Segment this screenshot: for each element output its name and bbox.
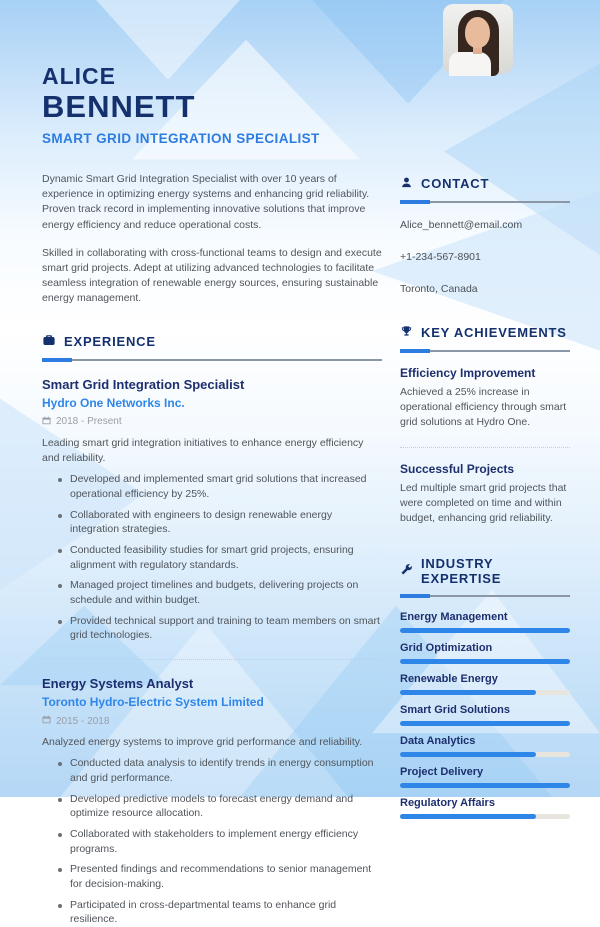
skill-label: Regulatory Affairs bbox=[400, 797, 495, 810]
summary-paragraph-1: Dynamic Smart Grid Integration Specialist with over 10 years of experience in optimizing energy systems and enhancing grid reliability. Proven track record in implementing innovative solutions that improve energy efficiency and reduce operational costs. bbox=[42, 172, 370, 231]
skill-item bbox=[400, 673, 570, 695]
contact-items bbox=[400, 219, 570, 295]
achievements-heading-label: KEY ACHIEVEMENTS bbox=[421, 325, 567, 341]
skill-bar-fill bbox=[400, 752, 536, 757]
skill-bar-fill bbox=[400, 659, 570, 664]
skill-bar-track bbox=[400, 752, 570, 757]
job-summary: Leading smart grid integration initiatives to enhance energy efficiency and reliability. bbox=[42, 436, 364, 464]
achievement-text: Achieved a 25% increase in operational efficiency through smart grid solutions at Hydro One. bbox=[400, 385, 567, 429]
expertise-heading-label: INDUSTRY EXPERTISE bbox=[421, 556, 502, 587]
job-company: Hydro One Networks Inc. bbox=[42, 395, 185, 410]
job-bullet-list bbox=[42, 472, 382, 643]
section-rule bbox=[400, 201, 570, 203]
contact-heading bbox=[400, 176, 570, 192]
job-dates-label: 2018 - Present bbox=[56, 416, 122, 428]
first-name: ALICE bbox=[42, 63, 116, 89]
summary-paragraph-2: Skilled in collaborating with cross-functional teams to design and execute smart grid projects. Adept at utilizing advanced technologies to facilitate seamless integration of renewable energy sources, ensuring sustainable energy management. bbox=[42, 246, 382, 305]
wrench-icon bbox=[400, 563, 413, 579]
skill-item bbox=[400, 735, 570, 757]
skill-bar-fill bbox=[400, 690, 536, 695]
skill-item bbox=[400, 704, 570, 726]
section-rule bbox=[400, 595, 570, 597]
expertise-section bbox=[400, 556, 570, 819]
job-bullet-list bbox=[42, 756, 382, 927]
skill-bar-fill bbox=[400, 814, 536, 819]
job-entry bbox=[42, 676, 382, 927]
job-bullet: Conducted data analysis to identify trends in energy consumption and grid performance. bbox=[58, 756, 382, 785]
experience-heading bbox=[42, 333, 382, 350]
skill-bar-fill bbox=[400, 721, 570, 726]
skill-item bbox=[400, 797, 570, 819]
skill-bar-track bbox=[400, 659, 570, 664]
job-bullet: Presented findings and recommendations to senior management for decision-making. bbox=[58, 862, 382, 891]
achievement-item bbox=[400, 462, 570, 527]
skill-item bbox=[400, 611, 570, 633]
main-column bbox=[42, 172, 382, 927]
profile-photo bbox=[443, 4, 513, 74]
job-position-title: Energy Systems Analyst bbox=[42, 676, 194, 691]
job-position-title: Smart Grid Integration Specialist bbox=[42, 376, 245, 392]
job-dates bbox=[42, 715, 382, 727]
skill-item bbox=[400, 766, 570, 788]
expertise-heading bbox=[400, 556, 570, 586]
contact-email: Alice_bennett@email.com bbox=[400, 218, 523, 231]
avatar-face bbox=[465, 17, 490, 48]
achievements-section bbox=[400, 325, 570, 526]
skill-label: Grid Optimization bbox=[400, 642, 493, 655]
experience-heading-label: EXPERIENCE bbox=[64, 333, 156, 349]
calendar-icon bbox=[42, 715, 51, 727]
skill-item bbox=[400, 642, 570, 664]
trophy-icon bbox=[400, 325, 413, 341]
person-icon bbox=[400, 176, 413, 192]
achievement-item bbox=[400, 366, 570, 431]
skill-bar-fill bbox=[400, 783, 570, 788]
job-bullet: Managed project timelines and budgets, delivering projects on schedule and within budget. bbox=[58, 578, 382, 607]
header bbox=[0, 0, 600, 146]
two-column-layout bbox=[0, 146, 600, 927]
skill-bar-track bbox=[400, 814, 570, 819]
job-title: SMART GRID INTEGRATION SPECIALIST bbox=[42, 130, 320, 146]
profile-summary bbox=[42, 172, 382, 307]
contact-location: Toronto, Canada bbox=[400, 282, 478, 295]
job-entry bbox=[42, 377, 382, 643]
job-divider bbox=[42, 659, 382, 660]
skill-label: Data Analytics bbox=[400, 735, 476, 748]
job-bullet: Collaborated with stakeholders to implement energy efficiency programs. bbox=[58, 827, 382, 856]
achievement-title: Successful Projects bbox=[400, 461, 515, 476]
job-bullet: Provided technical support and training to team members on smart grid technologies. bbox=[58, 614, 382, 643]
calendar-icon bbox=[42, 416, 51, 428]
job-bullet: Collaborated with engineers to design renewable energy integration strategies. bbox=[58, 508, 382, 537]
avatar-shoulders bbox=[449, 52, 491, 76]
job-bullet: Conducted feasibility studies for smart grid projects, ensuring alignment with regulatory standards. bbox=[58, 543, 382, 572]
job-company: Toronto Hydro-Electric System Limited bbox=[42, 695, 264, 709]
contact-section bbox=[400, 176, 570, 295]
achievement-text: Led multiple smart grid projects that were completed on time and within budget, enhancing grid reliability. bbox=[400, 481, 567, 525]
job-summary: Analyzed energy systems to improve grid performance and reliability. bbox=[42, 736, 363, 748]
experience-section bbox=[42, 333, 382, 927]
section-rule bbox=[400, 350, 570, 352]
job-bullet: Developed predictive models to forecast energy demand and optimize resource allocation. bbox=[58, 792, 382, 821]
skill-label: Renewable Energy bbox=[400, 673, 498, 686]
contact-phone: +1-234-567-8901 bbox=[400, 250, 481, 263]
skill-label: Project Delivery bbox=[400, 766, 484, 779]
section-rule bbox=[42, 359, 382, 361]
skill-label: Smart Grid Solutions bbox=[400, 704, 511, 717]
skill-label: Energy Management bbox=[400, 611, 508, 624]
job-dates-label: 2015 - 2018 bbox=[56, 715, 110, 727]
skill-bar-fill bbox=[400, 628, 570, 633]
job-bullet: Participated in cross-departmental teams to enhance grid resilience. bbox=[58, 898, 382, 927]
skill-bar-track bbox=[400, 628, 570, 633]
briefcase-icon bbox=[42, 333, 56, 350]
sidebar-column bbox=[400, 172, 570, 927]
skill-bar-track bbox=[400, 721, 570, 726]
skill-bar-track bbox=[400, 783, 570, 788]
job-dates bbox=[42, 416, 382, 428]
last-name: BENNETT bbox=[42, 89, 196, 125]
job-bullet: Developed and implemented smart grid solutions that increased operational efficiency by 25%. bbox=[58, 472, 382, 501]
achievement-divider bbox=[400, 447, 570, 448]
achievements-heading bbox=[400, 325, 570, 341]
contact-heading-label: CONTACT bbox=[421, 176, 490, 192]
skill-list bbox=[400, 611, 570, 819]
skill-bar-track bbox=[400, 690, 570, 695]
achievement-title: Efficiency Improvement bbox=[400, 365, 536, 380]
